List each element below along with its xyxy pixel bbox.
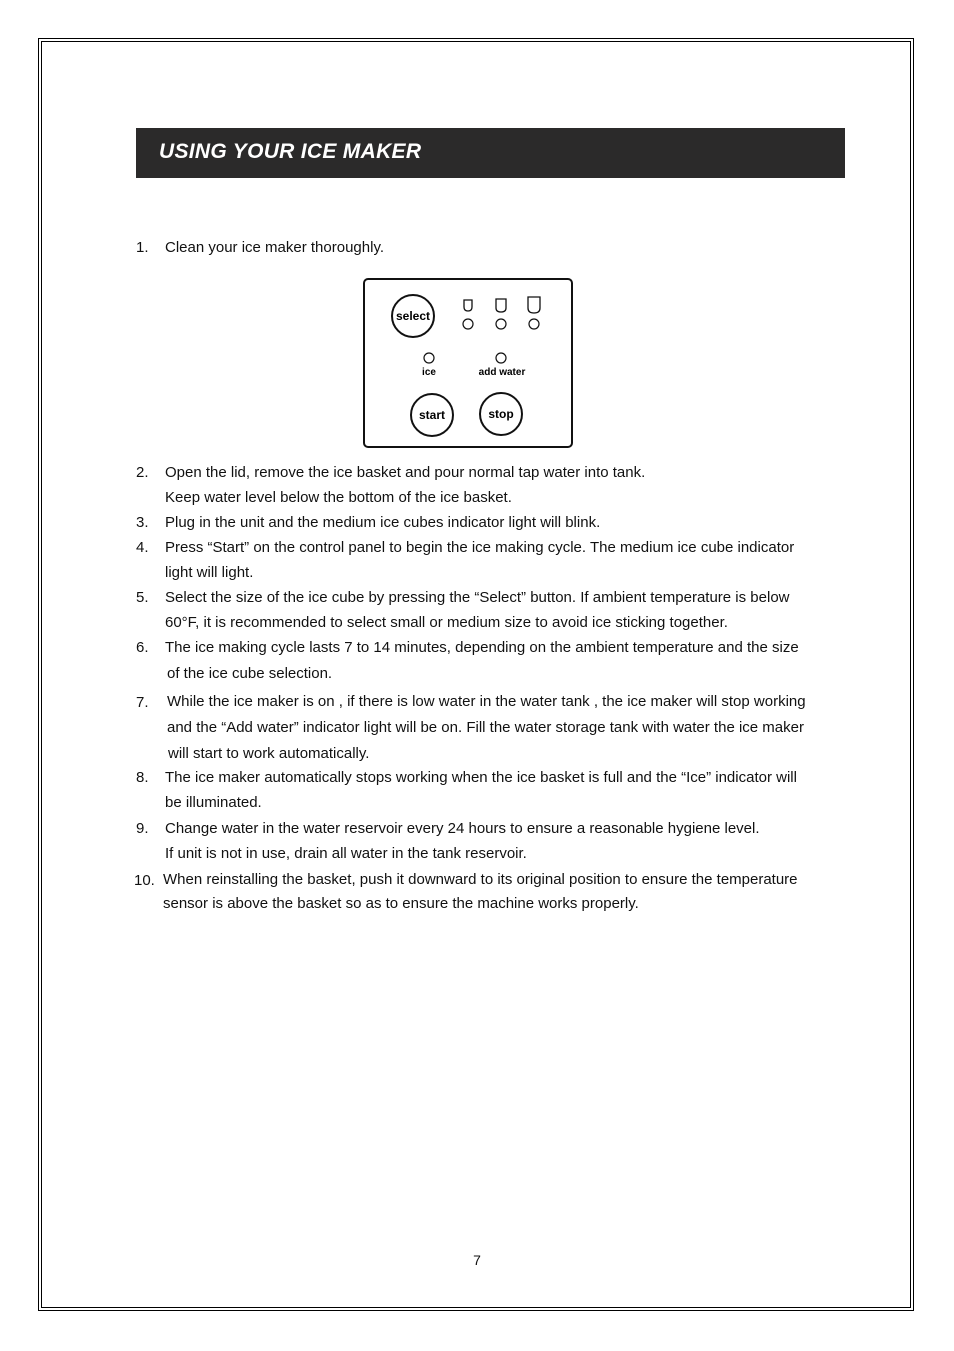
step-text: sensor is above the basket so as to ensure the machine works properly. — [163, 895, 639, 912]
step-number: 1. — [136, 239, 149, 256]
step-text: Clean your ice maker thoroughly. — [165, 239, 384, 256]
step-text: Change water in the water reservoir every 24 hours to ensure a reasonable hygiene level. — [165, 820, 760, 837]
control-panel-illustration — [363, 278, 573, 448]
add-water-label: add water — [478, 367, 526, 378]
step-number: 5. — [136, 589, 149, 606]
step-number: 8. — [136, 769, 149, 786]
step-number: 4. — [136, 539, 149, 556]
start-label: start — [418, 408, 446, 422]
step-text: Press “Start” on the control panel to begin the ice making cycle. The medium ice cube indicator — [165, 539, 795, 556]
add-water-indicator-light — [496, 353, 506, 363]
step-text: While the ice maker is on , if there is low water in the water tank , the ice maker will stop working — [167, 693, 806, 710]
page-number: 7 — [473, 1252, 481, 1268]
step-text: of the ice cube selection. — [167, 665, 333, 682]
step-text: light will light. — [165, 564, 254, 581]
large-cup-icon — [528, 297, 540, 313]
step-text: 60°F, it is recommended to select small or medium size to avoid ice sticking together. — [165, 614, 728, 631]
small-indicator-light — [463, 319, 473, 329]
step-text: be illuminated. — [165, 794, 262, 811]
small-cup-icon — [464, 300, 472, 311]
step-text: If unit is not in use, drain all water in the tank reservoir. — [165, 845, 527, 862]
large-indicator-light — [529, 319, 539, 329]
step-text: will start to work automatically. — [168, 745, 370, 762]
step-number: 7. — [136, 694, 149, 711]
step-number: 3. — [136, 514, 149, 531]
ice-label: ice — [422, 367, 436, 378]
section-header — [136, 128, 845, 178]
step-number: 6. — [136, 639, 149, 656]
step-text: and the “Add water” indicator light will be on. Fill the water storage tank with water the ice maker — [167, 719, 804, 736]
ice-indicator-light — [424, 353, 434, 363]
step-text: Plug in the unit and the medium ice cubes indicator light will blink. — [165, 514, 601, 531]
stop-label: stop — [488, 407, 514, 421]
medium-cup-icon — [496, 299, 506, 312]
step-number: 2. — [136, 464, 149, 481]
select-label: select — [395, 309, 431, 323]
step-text: Select the size of the ice cube by pressing the “Select” button. If ambient temperature is below — [165, 589, 790, 606]
step-text: Keep water level below the bottom of the ice basket. — [165, 489, 512, 506]
step-text: The ice maker automatically stops working when the ice basket is full and the “Ice” indicator will — [165, 769, 797, 786]
step-text: When reinstalling the basket, push it downward to its original position to ensure the temperature — [163, 871, 798, 888]
medium-indicator-light — [496, 319, 506, 329]
step-text: The ice making cycle lasts 7 to 14 minutes, depending on the ambient temperature and the size — [165, 639, 799, 656]
step-number: 9. — [136, 820, 149, 837]
section-title: USING YOUR ICE MAKER — [159, 140, 422, 163]
step-text: Open the lid, remove the ice basket and pour normal tap water into tank. — [165, 464, 646, 481]
step-number: 10. — [134, 872, 155, 889]
